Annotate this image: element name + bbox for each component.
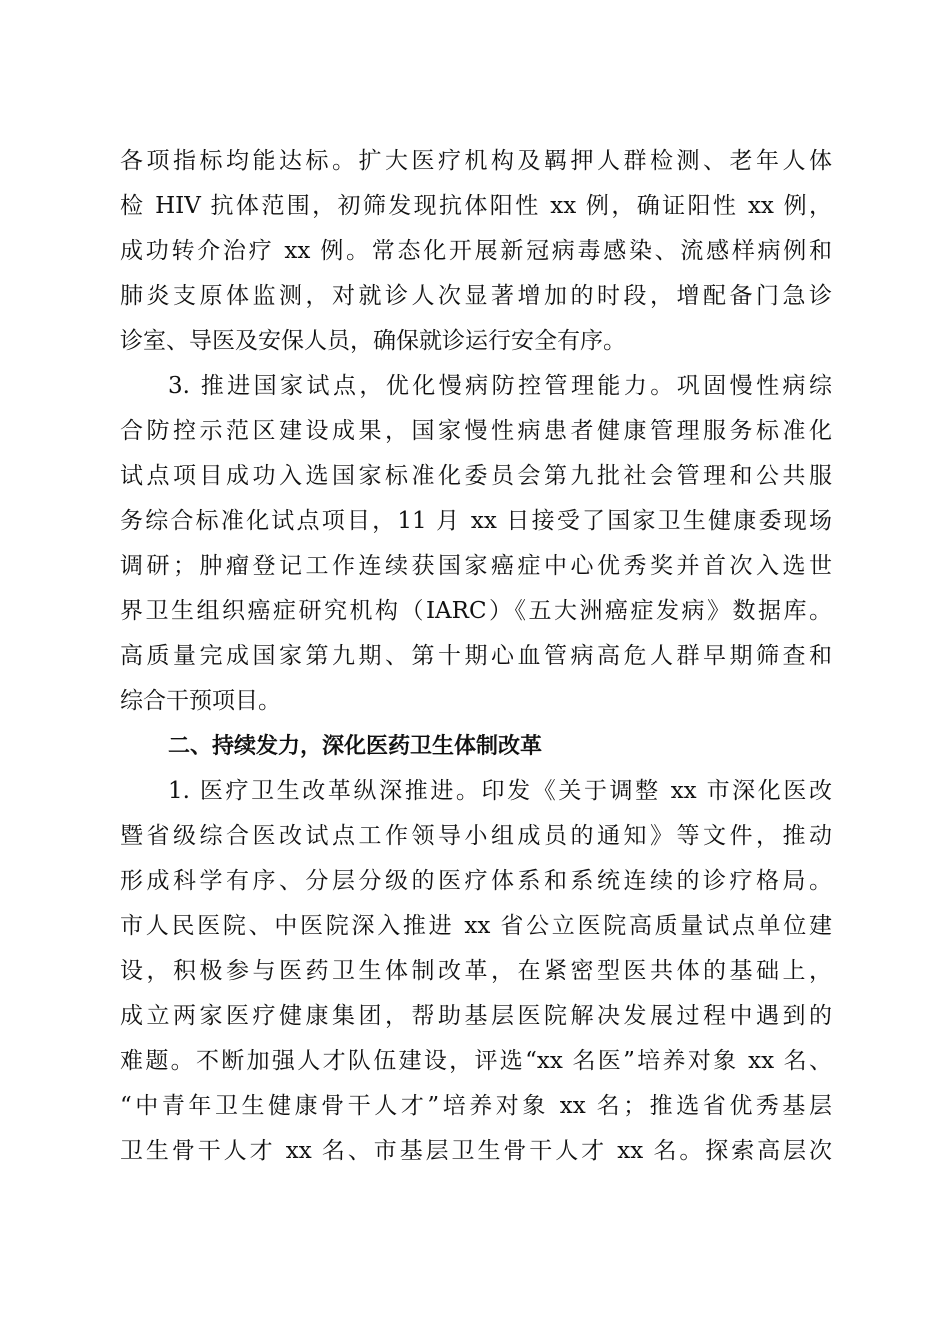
text-line: 务综合标准化试点项目，11 月 xx 日接受了国家卫生健康委现场 <box>120 508 832 534</box>
text-line: 检 HIV 抗体范围，初筛发现抗体阳性 xx 例，确证阳性 xx 例， <box>120 193 832 219</box>
text-line: 各项指标均能达标。扩大医疗机构及羁押人群检测、老年人体 <box>120 148 832 174</box>
text-line: 难题。不断加强人才队伍建设，评选“xx 名医”培养对象 xx 名、 <box>120 1048 832 1074</box>
text-line: 综合干预项目。 <box>120 688 281 714</box>
text-line: 暨省级综合医改试点工作领导小组成员的通知》等文件，推动 <box>120 823 832 849</box>
text-line: 肺炎支原体监测，对就诊人次显著增加的时段，增配备门急诊 <box>120 283 832 309</box>
text-line: 试点项目成功入选国家标准化委员会第九批社会管理和公共服 <box>120 463 832 489</box>
text-line: 成功转介治疗 xx 例。常态化开展新冠病毒感染、流感样病例和 <box>120 238 832 264</box>
text-line: 设，积极参与医药卫生体制改革，在紧密型医共体的基础上， <box>120 958 832 984</box>
paragraph-2 <box>120 364 832 724</box>
text-line: “中青年卫生健康骨干人才”培养对象 xx 名；推选省优秀基层 <box>120 1093 832 1119</box>
text-line: 合防控示范区建设成果，国家慢性病患者健康管理服务标准化 <box>120 418 832 444</box>
text-line: 界卫生组织癌症研究机构（IARC）《五大洲癌症发病》数据库。 <box>120 598 832 624</box>
text-line: 卫生骨干人才 xx 名、市基层卫生骨干人才 xx 名。探索高层次 <box>120 1138 832 1164</box>
text-line: 形成科学有序、分层分级的医疗体系和系统连续的诊疗格局。 <box>120 868 832 894</box>
text-line: 1. 医疗卫生改革纵深推进。印发《关于调整 xx 市深化医改 <box>168 778 832 804</box>
text-line: 高质量完成国家第九期、第十期心血管病高危人群早期筛查和 <box>120 643 832 669</box>
text-line: 3. 推进国家试点，优化慢病防控管理能力。巩固慢性病综 <box>168 373 832 399</box>
document-body <box>120 139 832 1174</box>
text-line: 调研；肿瘤登记工作连续获国家癌症中心优秀奖并首次入选世 <box>120 553 832 579</box>
text-line: 诊室、导医及安保人员，确保就诊运行安全有序。 <box>120 328 626 354</box>
text-line: 市人民医院、中医院深入推进 xx 省公立医院高质量试点单位建 <box>120 913 832 939</box>
paragraph-3 <box>120 769 832 1174</box>
section-heading: 二、持续发力，深化医药卫生体制改革 <box>168 734 543 759</box>
paragraph-1 <box>120 139 832 364</box>
text-line: 成立两家医疗健康集团，帮助基层医院解决发展过程中遇到的 <box>120 1003 832 1029</box>
